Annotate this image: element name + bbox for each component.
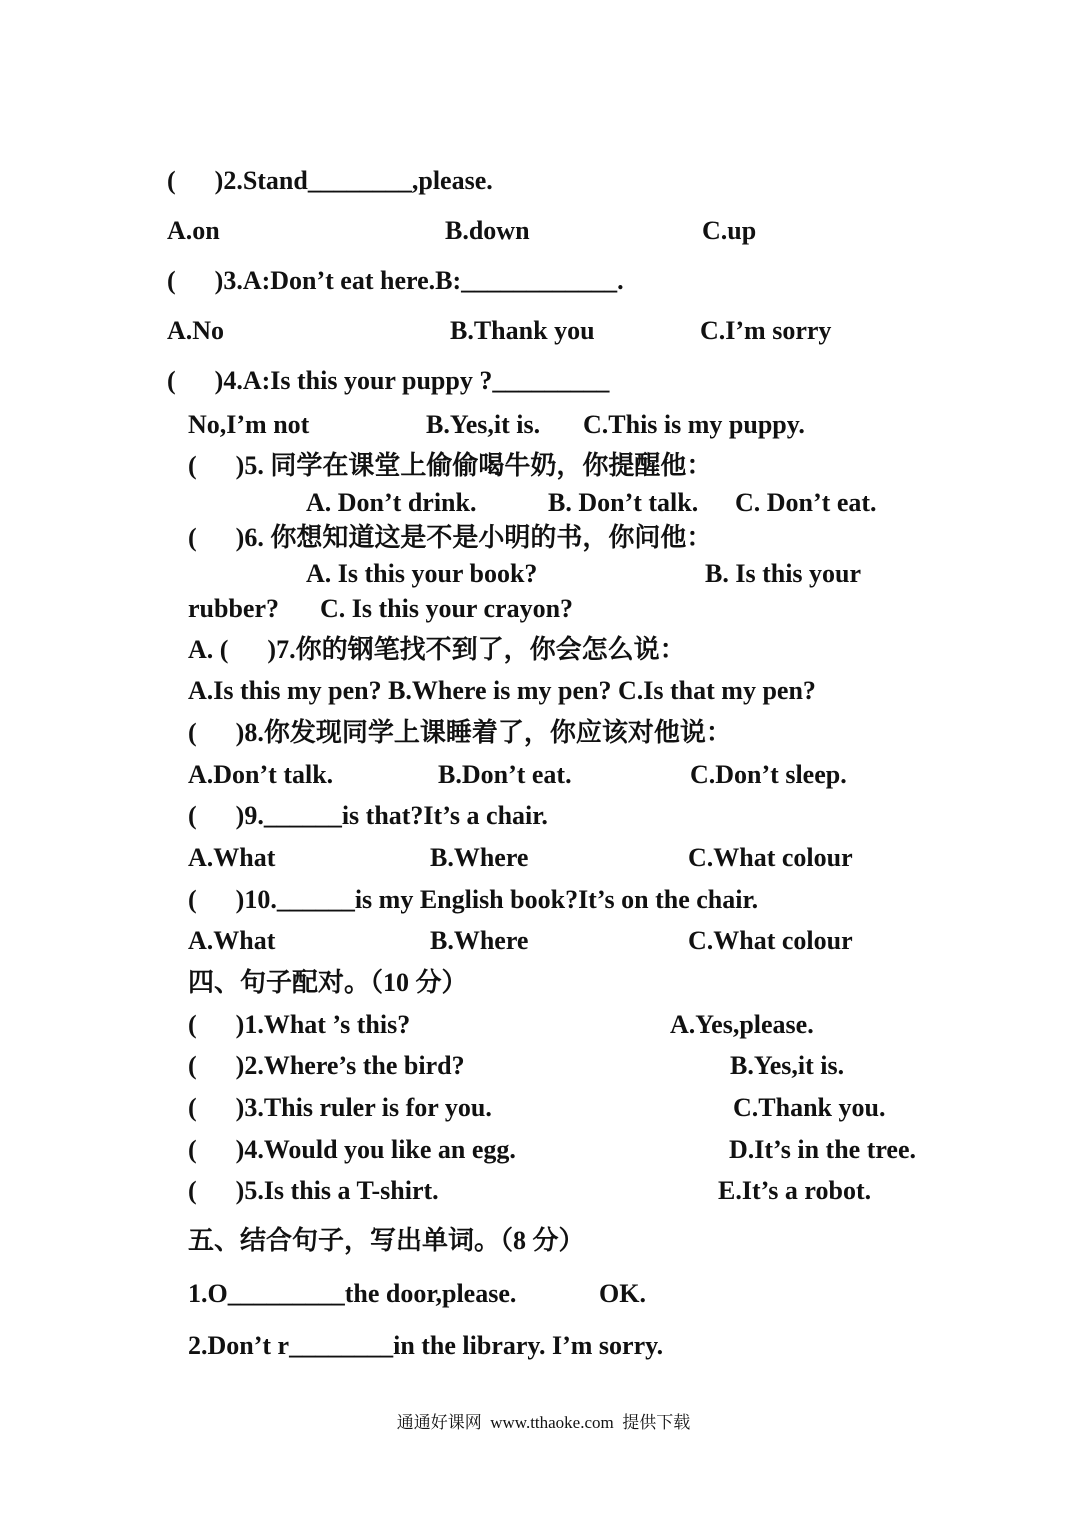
q8-stem: ( )8.你发现同学上课睡着了，你应该对他说： <box>188 718 732 747</box>
download-footer: 通通好课网 www.tthaoke.com 提供下载 <box>396 1413 691 1432</box>
q8-option-c: C.Don’t sleep. <box>690 760 847 789</box>
q2-option-b: B.down <box>445 216 530 245</box>
q6-stem: ( )6. 你想知道这是不是小明的书，你问他： <box>188 523 713 552</box>
q3-stem: ( )3.A:Don’t eat here.B:____________. <box>167 266 624 295</box>
q8-option-b: B.Don’t eat. <box>438 760 572 789</box>
q2-option-a: A.on <box>167 216 220 245</box>
q6-option-b-cont: rubber? <box>188 594 279 623</box>
q9-option-a: A.What <box>188 843 276 872</box>
q10-option-c: C.What colour <box>688 926 853 955</box>
fill-item: 1.O_________the door,please. <box>188 1279 517 1308</box>
q3-option-b: B.Thank you <box>450 316 595 345</box>
q6-option-a: A. Is this your book? <box>306 559 538 588</box>
q3-option-c: C.I’m sorry <box>700 316 832 345</box>
q4-option-b: B.Yes,it is. <box>426 410 541 439</box>
q5-stem: ( )5. 同学在课堂上偷偷喝牛奶，你提醒他： <box>188 451 713 480</box>
section4-title: 四、句子配对。（10 分） <box>188 968 468 997</box>
q10-option-a: A.What <box>188 926 276 955</box>
q5-option-c: C. Don’t eat. <box>735 488 877 517</box>
q9-option-c: C.What colour <box>688 843 853 872</box>
match-answer: E.It’s a robot. <box>718 1176 872 1205</box>
q8-option-a: A.Don’t talk. <box>188 760 334 789</box>
q6-option-c: C. Is this your crayon? <box>320 594 574 623</box>
match-question: ( )3.This ruler is for you. <box>188 1093 492 1122</box>
q7-options: A.Is this my pen? B.Where is my pen? C.Is that my pen? <box>188 676 816 705</box>
match-answer: B.Yes,it is. <box>730 1051 845 1080</box>
q10-option-b: B.Where <box>430 926 529 955</box>
fill-item-reply: OK. <box>599 1279 646 1308</box>
match-question: ( )5.Is this a T-shirt. <box>188 1176 439 1205</box>
match-answer: C.Thank you. <box>733 1093 886 1122</box>
q10-stem: ( )10.______is my English book?It’s on the chair. <box>188 885 759 914</box>
q4-option-a: No,I’m not <box>188 410 310 439</box>
match-answer: D.It’s in the tree. <box>729 1135 917 1164</box>
fill-item: 2.Don’t r________in the library. I’m sorry. <box>188 1331 664 1360</box>
q9-option-b: B.Where <box>430 843 529 872</box>
q2-option-c: C.up <box>702 216 757 245</box>
q7-stem: A. ( )7.你的钢笔找不到了，你会怎么说： <box>188 635 686 664</box>
match-question: ( )2.Where’s the bird? <box>188 1051 465 1080</box>
q3-option-a: A.No <box>167 316 225 345</box>
q9-stem: ( )9.______is that?It’s a chair. <box>188 801 548 830</box>
match-question: ( )1.What ’s this? <box>188 1010 411 1039</box>
q4-stem: ( )4.A:Is this your puppy ?_________ <box>167 366 610 395</box>
q5-option-b: B. Don’t talk. <box>548 488 699 517</box>
q5-option-a: A. Don’t drink. <box>306 488 477 517</box>
match-answer: A.Yes,please. <box>670 1010 814 1039</box>
q2-stem: ( )2.Stand________,please. <box>167 166 493 195</box>
q4-option-c: C.This is my puppy. <box>583 410 805 439</box>
match-question: ( )4.Would you like an egg. <box>188 1135 516 1164</box>
q6-option-b: B. Is this your <box>705 559 862 588</box>
section5-title: 五、结合句子，写出单词。（8 分） <box>188 1226 585 1255</box>
